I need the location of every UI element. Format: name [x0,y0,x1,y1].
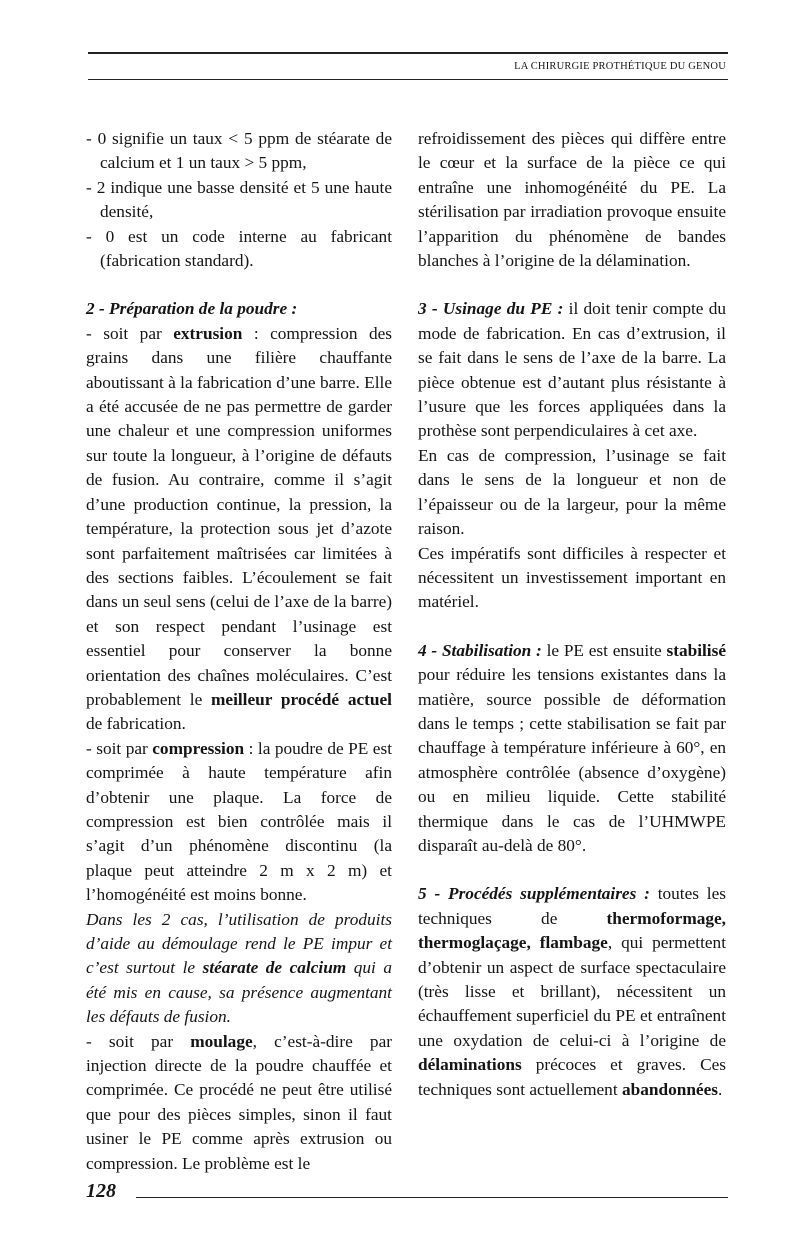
right-column [418,127,726,1102]
paragraph-usinage-imperatifs: Ces impératifs sont difficiles à respecter et nécessitent un investissement important en matériel. [418,543,726,612]
emph-stabilise: stabilisé [666,640,726,660]
paragraph-extrusion: - soit par extrusion : compression des grains dans une filière chauffante aboutissant à la fabrication d’une barre. Elle a été accusée de ne pas permettre de garder une chaleur et une compression uniformes sur toute la longueur, à l’origine de défauts de fusion. Au contraire, comme il s’agit d’une production continue, la pression, la température, la protection sous jet d’azote sont parfaitement maîtrisées car limitées à des sections faibles. L’écoulement se fait dans un seul sens (celui de l’axe de la barre) et son respect pendant l’usinage est essentiel pour conserver la bonne orientation des chaînes moléculaires. C’est probablement le meilleur procédé actuel de fabrication. [86,323,392,734]
term-compression: compression [152,738,245,758]
list-item: - 0 signifie un taux < 5 ppm de stéarate de calcium et 1 un taux > 5 ppm, [86,129,392,173]
list-item: - 0 est un code interne au fabricant (fabrication standard). [86,226,392,271]
bottom-rule [136,1197,728,1198]
term-extrusion: extrusion [173,323,243,343]
emph-delaminations: délaminations [418,1055,522,1075]
left-column [86,127,392,1176]
paragraph-compression: - soit par compression : la poudre de PE est comprimée à haute température afin d’obtenir une plaque. La force de compression est bien contrôlée mais il s’agit d’un phénomène discontinu (la plaque peut atteindre 2 m x 2 m) et l’homogénéité est moins bonne. [86,738,393,905]
paragraph-stabilisation: 4 - Stabilisation : le PE est ensuite stabilisé pour réduire les tensions existantes dans la matière, source possible de déformation dans le temps ; cette stabilisation se fait par chauffage à température inférieure à 60°, en atmosphère contrôlée (absence d’oxygène) ou en milieu liquide. Cette stabilité thermique dans le cas de l’UHMWPE disparaît au-delà de 80°. [418,640,726,855]
paragraph-usinage-compression: En cas de compression, l’usinage se fait dans le sens de la longueur et non de l’épaisseur ou de la largeur, pour la même raison. [418,445,726,539]
paragraph-procedes: 5 - Procédés supplémentaires : toutes les techniques de thermoformage, thermoglaçage, flambage, qui permettent d’obtenir un aspect de surface spectaculaire (très lisse et brillant), nécessitent un échauffement superficiel du PE et entraînent une oxydation de celui-ci à l’origine de délaminations précoces et graves. Ces techniques sont actuellement abandonnées. [418,884,727,1099]
top-rule [88,52,728,54]
section-heading-usinage: 3 - Usinage du PE : [418,299,564,319]
section-heading-poudre: 2 - Préparation de la poudre : [86,299,298,319]
section-heading-stabilisation: 4 - Stabilisation : [418,640,542,660]
emph-stearate: stéarate de calcium [202,958,347,978]
paragraph-note: Dans les 2 cas, l’utilisation de produits d’aide au démoulage rend le PE impur et c’est surtout le stéarate de calcium qui a été mis en cause, sa présence augmentant les défauts de fusion. [86,909,393,1027]
emph-thermoformage: thermoformage, thermoglaçage, flambage [418,908,726,953]
section-heading-procedes: 5 - Procédés supplémentaires : [418,884,650,904]
running-head-rule [88,79,728,80]
term-moulage: moulage [190,1031,253,1051]
page-number: 128 [86,1180,116,1202]
emph-meilleur-procede: meilleur procédé actuel [211,689,392,709]
running-head: LA CHIRURGIE PROTHÉTIQUE DU GENOU [514,61,726,72]
paragraph-moulage: - soit par moulage, c’est-à-dire par injection directe de la poudre chauffée et comprimée. Ce procédé ne peut être utilisé que pour des pièces simples, sinon il faut usiner le PE comme après extrusion ou compression. Le problème est le [86,1031,392,1173]
paragraph-usinage: 3 - Usinage du PE : il doit tenir compte du mode de fabrication. En cas d’extrusion, il se fait dans le sens de l’axe de la barre. La pièce obtenue est d’autant plus résistante à l’usure que les forces appliquées dans la prothèse sont perpendiculaires à cet axe. [418,299,726,441]
paragraph-continuation: refroidissement des pièces qui diffère entre le cœur et la surface de la pièce ce qui entraîne une inhomogénéité du PE. La stérilisation par irradiation provoque ensuite l’apparition du phénomène de bandes blanches à l’origine de la délamination. [418,129,726,271]
emph-abandonnees: abandonnées [621,1079,718,1099]
list-item: - 2 indique une basse densité et 5 une haute densité, [86,177,392,222]
